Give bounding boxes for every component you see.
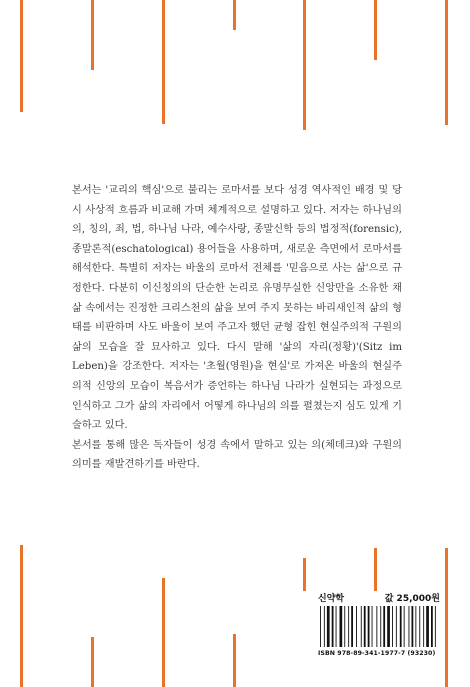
description-paragraph: 본서를 통해 많은 독자들이 성경 속에서 말하고 있는 의(체데크)와 구원의 의미를 재발견하기를 바란다. — [72, 439, 402, 471]
barcode-icon — [318, 606, 440, 647]
decorative-stripe — [374, 548, 377, 591]
category-label: 신약학 — [318, 594, 345, 604]
decorative-stripe — [445, 0, 448, 125]
decorative-stripe — [445, 548, 448, 687]
decorative-stripe — [20, 545, 23, 687]
decorative-stripe — [374, 0, 377, 60]
price-label: 값 25,000원 — [384, 594, 440, 604]
isbn-label: ISBN 978-89-341-1977-7 (93230) — [318, 650, 436, 657]
decorative-stripe — [303, 0, 306, 130]
decorative-stripe — [20, 0, 23, 112]
decorative-stripe — [233, 0, 236, 30]
decorative-stripe — [162, 578, 165, 687]
decorative-stripe — [162, 0, 165, 124]
book-description — [72, 181, 402, 475]
decorative-stripe — [91, 0, 94, 70]
decorative-stripe — [303, 558, 306, 591]
description-paragraph: 본서는 '교리의 핵심'으로 불리는 로마서를 보다 성경 역사적인 배경 및 당시 사상적 흐름과 비교해 가며 체계적으로 설명하고 있다. 저자는 하나님의 의, 칭의, 죄, 법, 하나님 나라, 예수사랑, 종말신학 등의 법정적(forensic), 종말론적(eschatological) 용어들을 사용하며, 새로운 측면에서 로마서를 해석한다. 특별히 저자는 바울의 로마서 전체를 '믿음으로 사는 삶'으로 규정한다. 다분히 이신칭의의 단순한 논리로 유명무실한 신앙만을 소유한 채 삶 속에서는 진정한 크리스천의 삶을 보여 주지 못하는 바리새인적 삶의 형태를 비판하며 사도 바울이 보여 주고자 했던 균형 잡힌 현실주의적 구원의 삶의 모습을 잘 묘사하고 있다. 다시 말해 '삶의 자리(정황)'(Sitz im Leben)을 강조한다. 저자는 '초월(영원)을 현실'로 가져온 바울의 현실주의적 신앙의 모습이 복음서가 증언하는 하나님 나라가 실현되는 과정으로 인식하고 그가 삶의 자리에서 어떻게 하나님의 의를 펼쳤는지 심도 있게 기술하고 있다. — [72, 185, 402, 432]
decorative-stripe — [233, 634, 236, 687]
decorative-stripe — [91, 637, 94, 687]
